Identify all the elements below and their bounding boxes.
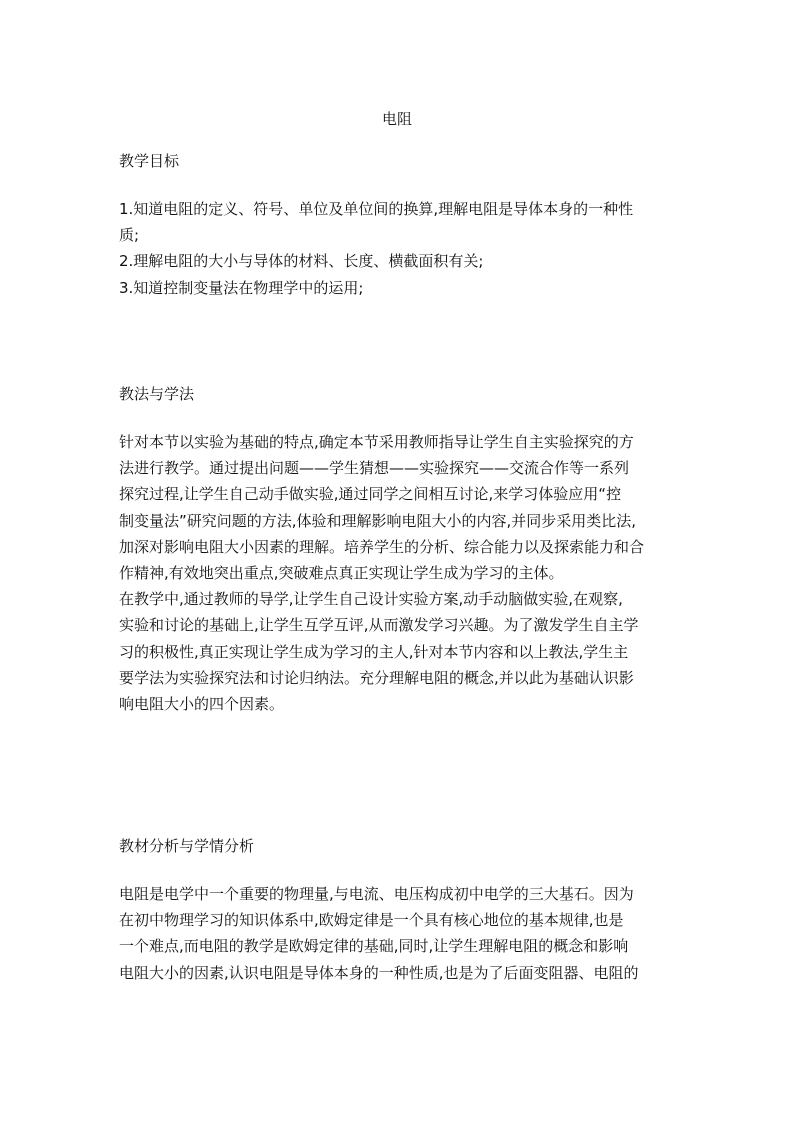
text-line: 1.知道电阻的定义、符号、单位及单位间的换算,理解电阻是导体本身的一种性 <box>119 200 634 218</box>
text-line: 习的积极性,真正实现让学生成为学习的主人,针对本节内容和以上教法,学生主 <box>119 642 629 661</box>
text-line: 加深对影响电阻大小因素的理解。培养学生的分析、综合能力以及探索能力和合 <box>119 537 645 556</box>
text-line: 质; <box>119 226 140 245</box>
text-line: 2.理解电阻的大小与导体的材料、长度、横截面积有关; <box>119 252 484 271</box>
text-line: 在初中物理学习的知识体系中,欧姆定律是一个具有核心地位的基本规律,也是 <box>119 911 624 930</box>
text-line: 探究过程,让学生自己动手做实验,通过同学之间相互讨论,来学习体验应用“控 <box>119 485 622 504</box>
section-body-material-analysis <box>119 881 675 986</box>
text-line: 作精神,有效地突出重点,突破难点真正实现让学生成为学习的主体。 <box>119 563 564 582</box>
text-line: 针对本节以实验为基础的特点,确定本节采用教师指导让学生自主实验探究的方 <box>119 433 634 451</box>
text-line: 一个难点,而电阻的教学是欧姆定律的基础,同时,让学生理解电阻的概念和影响 <box>119 937 629 956</box>
text-line: 实验和讨论的基础上,让学生互学互评,从而激发学习兴趣。为了激发学生自主学 <box>119 616 639 635</box>
text-line: 要学法为实验探究法和讨论归纳法。充分理解电阻的概念,并以此为基础认识影 <box>119 668 634 687</box>
text-line: 3.知道控制变量法在物理学中的运用; <box>119 278 364 297</box>
section-heading-material-analysis: 教材分析与学情分析 <box>119 837 255 855</box>
text-line: 电阻大小的因素,认识电阻是导体本身的一种性质,也是为了后面变阻器、电阻的 <box>119 963 639 982</box>
text-line: 法进行教学。通过提出问题——学生猜想——实验探究——交流合作等一系列 <box>119 459 630 478</box>
document-title: 电阻 <box>381 110 412 128</box>
section-body-teaching-objectives <box>119 196 675 301</box>
text-line: 响电阻大小的四个因素。 <box>119 694 285 713</box>
text-line: 电阻是电学中一个重要的物理量,与电流、电压构成初中电学的三大基石。因为 <box>119 885 634 903</box>
text-line: 制变量法”研究问题的方法,体验和理解影响电阻大小的内容,并同步采用类比法, <box>119 511 637 530</box>
section-heading-teaching-methods: 教法与学法 <box>119 385 195 403</box>
text-line: 在教学中,通过教师的导学,让学生自己设计实验方案,动手动脑做实验,在观察, <box>119 590 623 609</box>
section-heading-teaching-objectives: 教学目标 <box>119 152 180 170</box>
section-body-teaching-methods <box>119 429 675 717</box>
